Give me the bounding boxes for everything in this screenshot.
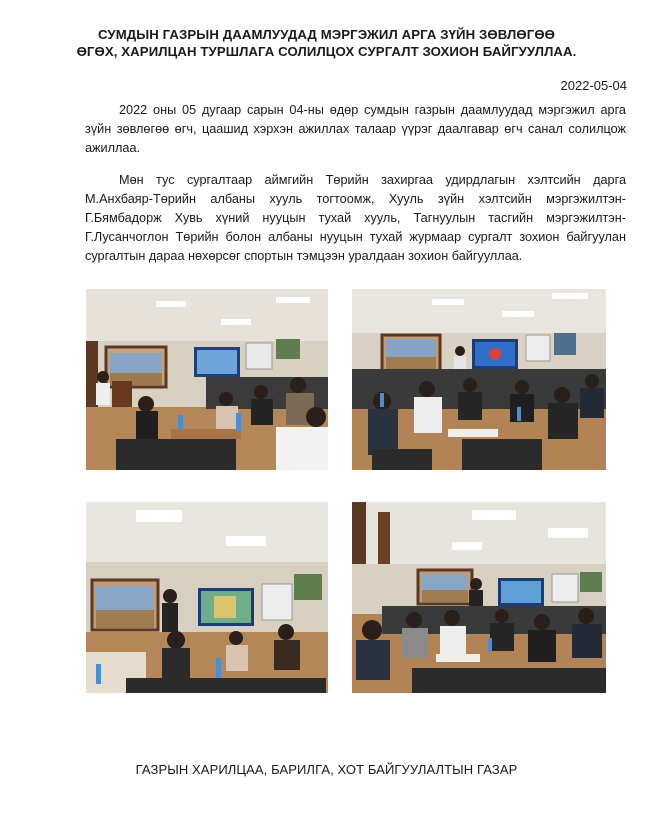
title-line-2: ӨГӨХ, ХАРИЛЦАН ТУРШЛАГА СОЛИЛЦОХ СУРГАЛТ ЗОХИОН БАЙГУУЛЛАА. [76, 44, 577, 59]
paragraph-2: Мөн тус сургалтаар аймгийн Төрийн захиргаа удирдлагын хэлтсийн дарга М.Анхбаяр-Төрийн албаны хууль тогтоомж, Хууль зүйн хэлтсийн мэргэжилтэн-Г.Бямбадорж Хувь хүний нууцын тухай хууль, Тагнуулын тасгийн мэргэжилтэн-Г.Лусанчоглон Төрийн болон албаны нууцын тухай журмаар сургалт зохион байгуулан сургалтын дараа нөхөрсөг спортын тэмцээн уралдаан зохион байгууллаа. [85, 173, 626, 263]
title-line-1: СУМДЫН ГАЗРЫН ДААМЛУУДАД МЭРГЭЖИЛ АРГА ЗҮЙН ЗӨВЛӨГӨӨ [97, 27, 556, 42]
training-photo-4 [352, 502, 606, 693]
photo-2-drawing [352, 289, 606, 470]
photo-3-drawing [86, 502, 328, 693]
footer-organization: ГАЗРЫН ХАРИЛЦАА, БАРИЛГА, ХОТ БАЙГУУЛАЛТЫН ГАЗАР [135, 762, 518, 777]
document-date: 2022-05-04 [560, 78, 627, 93]
document-title [70, 26, 583, 60]
training-photo-1 [86, 289, 328, 470]
training-photo-2 [352, 289, 606, 470]
paragraph-1: 2022 оны 05 дугаар сарын 04-ны өдөр сумдын газрын даамлуудад мэргэжил арга зүйн зөвлөгөө өгч, цаашид хэрхэн ажиллах талаар үүрэг даалгавар өгч санал солилцож ажиллаа. [85, 103, 626, 155]
training-photo-3 [86, 502, 328, 693]
photo-1-drawing [86, 289, 328, 470]
photo-4-drawing [352, 502, 606, 693]
